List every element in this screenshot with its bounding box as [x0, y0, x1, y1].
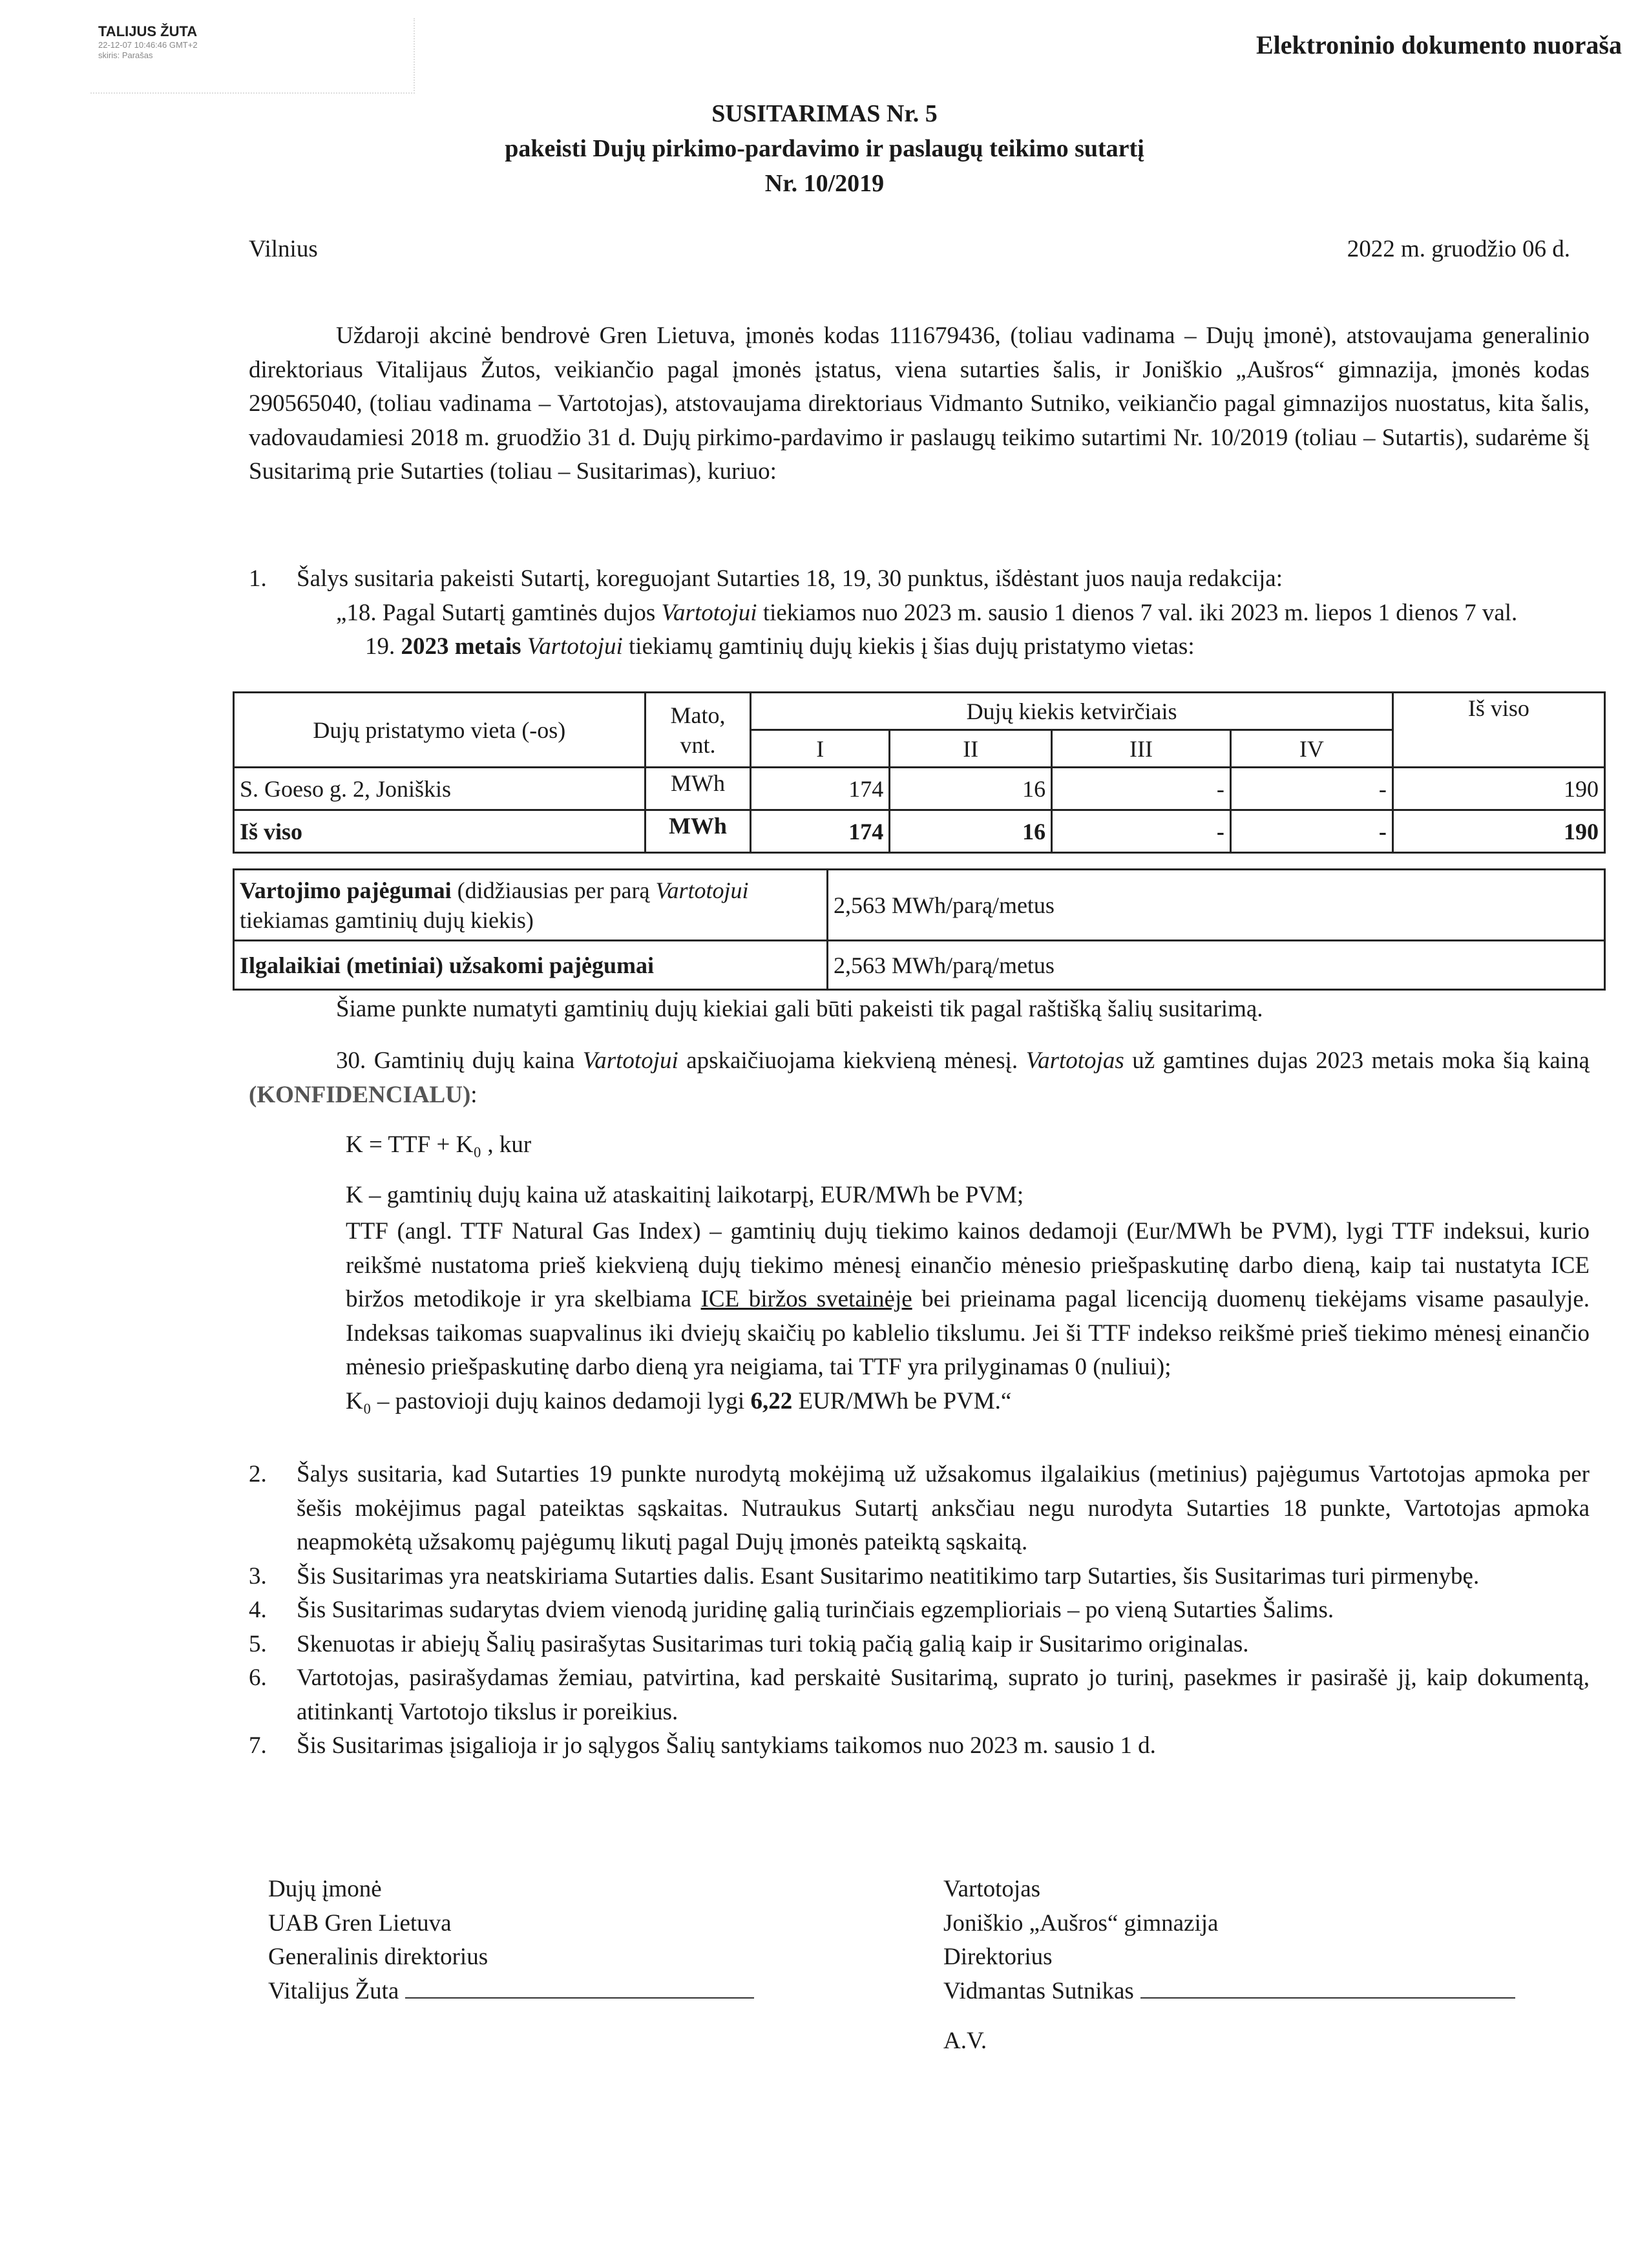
k-definition: K – gamtinių dujų kainа už ataskaitinį laikotarpį, EUR/MWh be PVM;: [346, 1181, 1024, 1208]
t: (didžiausias per parą: [451, 877, 656, 903]
numbered-list: [249, 1458, 1590, 1763]
cell-total: 190: [1392, 768, 1604, 810]
t: 19.: [365, 633, 401, 660]
party-role: Vartotojas: [943, 1876, 1041, 1902]
place: Vilnius: [249, 236, 318, 262]
list-item: [249, 1458, 1590, 1560]
th-q2: II: [890, 730, 1052, 768]
t: bei prieinama pagal licenciją duomenų tiekėjams visame pasaulyje. Indeksas taikomas suapvalinus iki dviejų skaičių po kablelio tikslumu. Jei ši TTF indekso reikšmė prieš tiekimo mėnesį einančio mėnesio priešpaskutinę darbo dieną yra neigiama, tai TTF yra prilyginamas 0 (nuliui);: [346, 1286, 1590, 1380]
signer-title: Generalinis direktorius: [268, 1944, 488, 1970]
signer-name: Vidmantas Sutnikas: [943, 1977, 1134, 2004]
ttf-definition: [249, 1215, 1590, 1385]
th-place: Dujų pristatymo vieta (-os): [234, 693, 646, 768]
cell-unit: MWh: [645, 768, 751, 810]
confidential-label: (KONFIDENCIALU): [249, 1081, 471, 1108]
t: Vartojimo pajėgumai: [240, 877, 452, 903]
t: Vartotojui: [655, 877, 749, 903]
item-text: Šis Susitarimas sudarytas dviem vienodą juridinę galią turinčiais egzemplioriais – po vieną Sutarties Šalims.: [297, 1597, 1334, 1623]
item-number: 2.: [249, 1461, 267, 1487]
t: 6,22: [750, 1387, 793, 1414]
cell-total: 190: [1392, 810, 1604, 853]
t: TTF (angl. TTF Natural Gas Index) – gamtinių dujų tiekimo kainos dedamoji (Eur/MWh be PVM), lygi TTF indeksui, kurio reikšmė nustatoma prieš kiekvieną dujų tiekimo mėnesį einančio mėnesio priešpaskutinę darbo dieną, kaip tai nustatyta ICE biržos metodikoje ir yra skelbiama: [346, 1218, 1590, 1312]
list-item: [249, 1628, 1590, 1662]
stamp-datetime: 22-12-07 10:46:46 GMT+2: [98, 40, 198, 50]
signature-left: [268, 1873, 754, 2008]
capacity-table: [233, 868, 1606, 991]
clause-19: [249, 630, 1590, 664]
list-item: [249, 562, 1590, 596]
cell-unit: MWh: [645, 810, 751, 853]
th-quarters: Dujų kiekis ketvirčiais: [751, 693, 1393, 730]
t: tiekiamų gamtinių dujų kiekis į šias dujų pristatymo vietas:: [622, 633, 1195, 660]
capacity-value: 2,563 MWh/parą/metus: [828, 870, 1605, 941]
t: tiekiamos nuo 2023 m. sausio 1 dienos 7 val. iki 2023 m. liepos 1 dienos 7 val.: [757, 599, 1518, 626]
date: 2022 m. gruodžio 06 d.: [1347, 236, 1570, 262]
cell-q1: 174: [751, 768, 890, 810]
t: 30. Gamtinių dujų kaina: [336, 1047, 583, 1074]
signer-name: Vitalijus Žuta: [268, 1977, 399, 2004]
item-number: 5.: [249, 1630, 267, 1657]
cell-place: Iš viso: [234, 810, 646, 853]
cell-q2: 16: [890, 768, 1052, 810]
item-text: Šis Susitarimas įsigalioja ir jo sąlygos Šalių santykiams taikomos nuo 2023 m. sausio 1 d.: [297, 1732, 1156, 1759]
doc-subtitle: pakeisti Dujų pirkimo-pardavimo ir paslaugų teikimo sutartį: [505, 135, 1144, 162]
quantities-note: Šiame punkte numatyti gamtinių dujų kiekiai gali būti pakeisti tik pagal raštišką šalių susitarimą.: [336, 996, 1263, 1022]
table-row-total: [234, 810, 1605, 853]
signature-line: [1140, 1978, 1515, 1999]
t: Vartotojui: [661, 599, 757, 626]
clause-18: [249, 596, 1590, 631]
list-item: [249, 1593, 1590, 1628]
item-number: 7.: [249, 1732, 267, 1759]
doc-title: SUSITARIMAS Nr. 5: [711, 100, 938, 127]
ordered-capacity-value: 2,563 MWh/parą/metus: [828, 941, 1605, 990]
item-number: 4.: [249, 1597, 267, 1623]
t: „18. Pagal Sutartį gamtinės dujos: [336, 599, 662, 626]
t: už gamtines dujas 2023 metais moka šią kainą: [1124, 1047, 1590, 1074]
doc-number: Nr. 10/2019: [764, 170, 885, 197]
item-number: 6.: [249, 1664, 267, 1691]
item-number: 1.: [249, 565, 267, 592]
item-text: Skenuotas ir abiejų Šalių pasirašytas Susitarimas turi tokią pačią galią kaip ir Susitarimo originalas.: [297, 1630, 1249, 1657]
t: Vartotojui: [521, 633, 623, 660]
stamp-signer: TALIJUS ŽUTA: [98, 23, 198, 39]
th-q1: I: [751, 730, 890, 768]
formula: K = TTF + K₀ , kur: [346, 1131, 532, 1158]
document-copy-header: Elektroninio dokumento nuoraša: [1255, 30, 1622, 59]
ordered-capacity-label: Ilgalaikiai (metiniai) užsakomi pajėgumai: [234, 941, 828, 990]
item-text: Šalys susitaria pakeisti Sutartį, koreguojant Sutarties 18, 19, 30 punktus, išdėstant juos nauja redakcija:: [297, 565, 1283, 592]
t: K₀ – pastovioji dujų kainos dedamoji lygi: [346, 1387, 751, 1414]
item-text: Šis Susitarimas yra neatskiriama Sutarties dalis. Esant Susitarimo neatitikimo tarp Sutarties, šis Susitarimas turi pirmenybę.: [297, 1562, 1480, 1590]
cell-q3: -: [1052, 768, 1231, 810]
party-name: Joniškio „Aušros“ gimnazija: [943, 1909, 1219, 1937]
clause-30-block: [249, 1044, 1590, 1418]
item-number: 3.: [249, 1562, 267, 1590]
table-row: [234, 768, 1605, 810]
capacity-label: [234, 870, 828, 941]
signature-right: [943, 1873, 1515, 2059]
th-q4: IV: [1230, 730, 1392, 768]
th-q3: III: [1052, 730, 1231, 768]
signature-line: [405, 1978, 754, 1999]
cell-q4: -: [1230, 810, 1392, 853]
t: :: [470, 1081, 478, 1108]
t: tiekiamas gamtinių dujų kiekis): [240, 907, 534, 933]
party-name: UAB Gren Lietuva: [268, 1909, 452, 1937]
cell-q4: -: [1230, 768, 1392, 810]
signer-title: Direktorius: [943, 1944, 1053, 1970]
item-text: Vartotojas, pasirašydamas žemiau, patvirtina, kad perskaitė Susitarimą, suprato jo turinį, pasekmes ir pasirašė jį, kaip dokumentą, atitinkantį Vartotojo tikslus ir poreikius.: [297, 1664, 1590, 1725]
main-body: [249, 562, 1590, 664]
list-item: [249, 1729, 1590, 1763]
stamp-type: skiris: Parašas: [98, 50, 153, 60]
t: Vartotojas: [1025, 1047, 1124, 1074]
ice-link[interactable]: ICE biržos svetainėje: [700, 1286, 912, 1312]
cell-q1: 174: [751, 810, 890, 853]
e-signature-stamp: [90, 18, 415, 94]
cell-q3: -: [1052, 810, 1231, 853]
th-total: Iš viso: [1392, 693, 1604, 768]
t: Vartotojui: [582, 1047, 678, 1074]
list-item: [249, 1661, 1590, 1729]
party-role: Dujų įmonė: [268, 1876, 382, 1902]
t: EUR/MWh be PVM.“: [792, 1387, 1012, 1414]
seal-place: A.V.: [943, 2028, 987, 2054]
t: 2023 metais: [401, 633, 521, 660]
intro-paragraph: Uždaroji akcinė bendrovė Gren Lietuva, įmonės kodas 111679436, (toliau vadinama – Dujų įmonė), atstovaujama generalinio direktoriaus Vitalijaus Žutos, veikiančio pagal įmonės įstatus, viena sutarties šalis, ir Joniškio „Aušros“ gimnazija, įmonės kodas 290565040, (toliau vadinama – Vartotojas), atstovaujama direktoriaus Vidmanto Sutniko, veikiančio pagal gimnazijos nuostatus, kita šalis, vadovaudamiesi 2018 m. gruodžio 31 d. Dujų pirkimo-pardavimo ir paslaugų teikimo sutartimi Nr. 10/2019 (toliau – Sutartis), sudarėme šį Susitarimą prie Sutarties (toliau – Susitarimas), kuriuo:: [249, 322, 1590, 485]
k0-definition: [249, 1385, 1590, 1419]
clause-30: [249, 1044, 1590, 1112]
item-text: Šalys susitaria, kad Sutarties 19 punkte nurodytą mokėjimą už užsakomus ilgalaikius (metinius) pajėgumus Vartotojas apmoka per šešis mokėjimus pagal pateiktas sąskaitas. Nutraukus Sutartį anksčiau negu nurodyta Sutarties 18 punkte, Vartotojas apmoka neapmokėtą užsakomų pajėgumų likutį pagal Dujų įmonės pateiktą sąskaitą.: [297, 1461, 1590, 1555]
cell-place: S. Goeso g. 2, Joniškis: [234, 768, 646, 810]
gas-quantity-table: [233, 691, 1606, 854]
th-unit: Mato, vnt.: [645, 693, 751, 768]
cell-q2: 16: [890, 810, 1052, 853]
t: apskaičiuojama kiekvieną mėnesį.: [678, 1047, 1026, 1074]
list-item: [249, 1560, 1590, 1594]
